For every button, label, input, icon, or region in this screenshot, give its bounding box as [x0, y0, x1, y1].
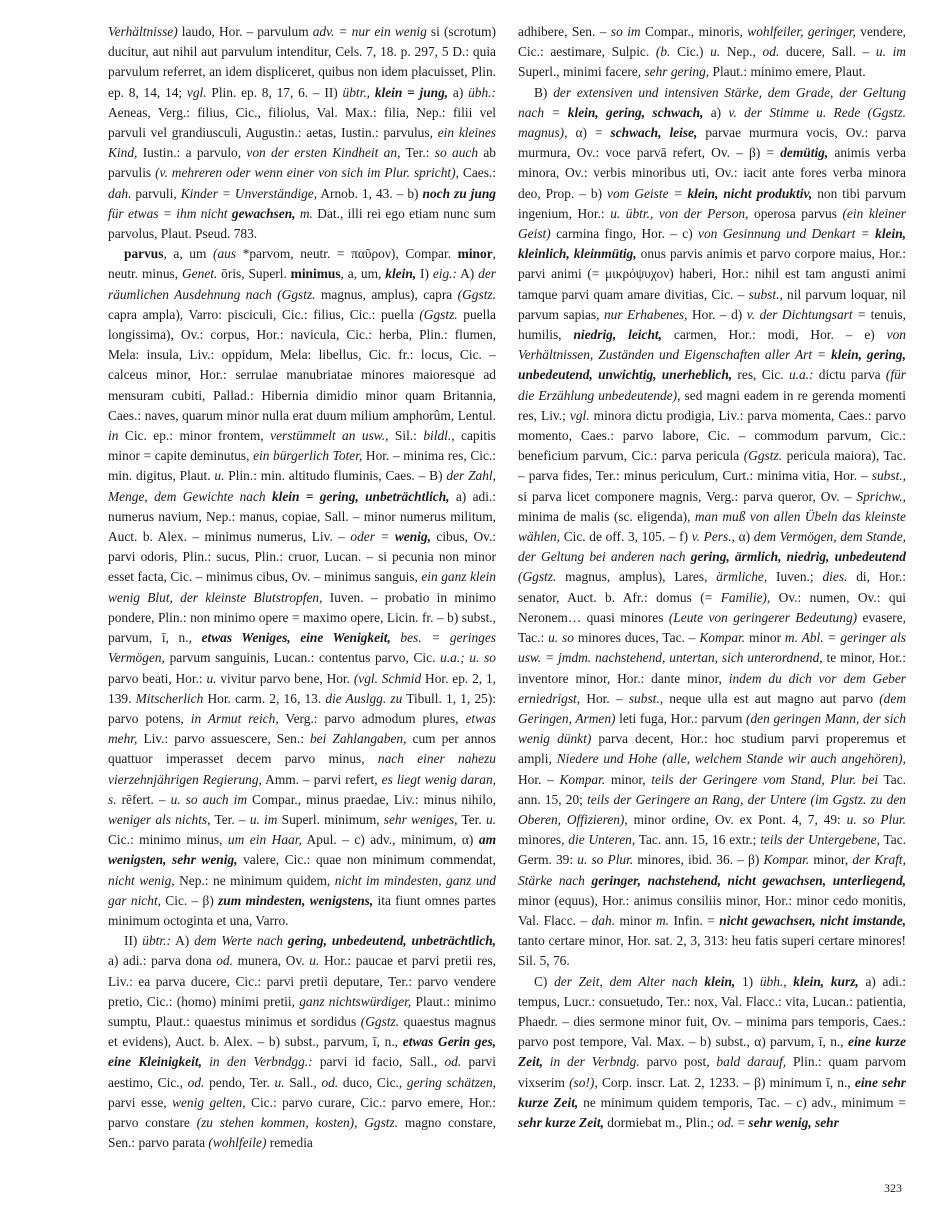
entry-parvus-section-b: B) der extensiven und intensiven Stärke, dem Grade, der Geltung nach = klein, gering, schwach, a) v. der Stimme u. Rede (Ggstz. magnus), α) = schwach, leise, parvae murmura vocis, Ov.: parva murmura, Ov.: voce parvā refert, Ov. – β) = demütig, animis verba minora, Ov.: verbis minoribus uti, Ov.: iacit ante fores verba minora deo, Prop. – b) vom Geiste = klein, nicht produktiv, non tibi parvum ingenium, Hor.: u. übtr., von der Person, operosa parvus (ein kleiner Geist) carmina fingo, Hor. – c) von Gesinnung und Denkart = klein, kleinlich, kleinmütig, onus parvis animis et parvo corpore maius, Hor.: parvi animi (= μικρόψυχον) haberi, Hor.: nihil est tam angusti animi tamque parvi quam amare divitias, Cic. – subst., nil parvum loquar, nil parvum sapias, nur Erhabenes, Hor. – d) v. der Dichtungsart = tenuis, humilis, niedrig, leicht, carmen, Hor.: modi, Hor. – e) von Verhältnissen, Zuständen und Eigenschaften aller Art = klein, gering, unbedeutend, unwichtig, unerheblich, res, Cic. u.a.: dictu parva (für die Erzählung unbedeutende), sed magni eadem in re gerenda momenti res, Liv.; vgl. minora dictu prodigia, Liv.: parva momenta, Caes.: parvo momento, Caes.: parvo labore, Cic. – commodum parvum, Cic.: beneficium parvum, Cic.: parva pericula (Ggstz. pericula maiora), Tac. – parva fides, Ter.: minus periculum, Curt.: minima vitia, Hor. – subst., si parva licet componere magnis, Verg.: parva queror, Ov. – Sprichw., minima de malis (sc. eligenda), man muß von allen Übeln das kleinste wählen, Cic. de off. 3, 105. – f) v. Pers., α) dem Vermögen, dem Stande, der Geltung bei anderen nach gering, ärmlich, niedrig, unbedeutend (Ggstz. magnus, amplus), Lares, ärmliche, Iuven.; dies. di, Hor.: senator, Auct. b. Afr.: domus (= Familie), Ov.: numen, Ov.: qui Neronem… quasi minores (Leute von geringerer Bedeutung) evasere, Tac.: u. so minores duces, Tac. – Kompar. minor m. Abl. = geringer als usw. = jmdm. nachstehend, untertan, sich unterordnend, te minor, Hor.: inventore minor, Hor.: dante minor, indem du dich vor dem Geber erniedrigst, Hor. – subst., neque ulla est aut magno aut parvo (dem Geringen, Armen) leti fuga, Hor.: parvum (den geringen Mann, der sich wenig dünkt) parva decent, Hor.: hoc studium parvi properemus et ampli, Niedere und Hohe (alle, welchem Stande wir auch angehören), Hor. – Kompar. minor, teils der Geringere vom Stand, Plur. bei Tac. ann. 15, 20; teils der Geringere an Rang, der Untere (im Ggstz. zu den Oberen, Offizieren), minor ordine, Ov. ex Pont. 4, 7, 49: u. so Plur. minores, die Unteren, Tac. ann. 15, 16 extr.; teils der Untergebene, Tac. Germ. 39: u. so Plur. minores, ibid. 36. – β) Kompar. minor, der Kraft, Stärke nach geringer, nachstehend, nicht gewachsen, unterliegend, minor (equus), Hor.: animus consiliis minor, Hor.: minor cedo monitis, Val. Flacc. – dah. minor m. Infin. = nicht gewachsen, nicht imstande, tanto certare minor, Hor. sat. 2, 3, 313: heu fatis superi certare minores! Sil. 5, 76.	[518, 84, 907, 969]
entry-parvus-part-ii: II) übtr.: A) dem Werte nach gering, unbedeutend, unbeträchtlich, a) adi.: parva dona od. munera, Ov. u. Hor.: paucae et parvi pretii res, Liv.: ea parva ducere, Cic.: parvi pretii deputare, Ter.: parvo vendere pretio, Cic.: (homo) minimi pretii, ganz nichtswürdiger, Plaut.: minimo sumptu, Plaut.: quaestus minimus et sordidus (Ggstz. quaestus magnus et evidens), Auct. b. Alex. – b) subst., parvum, ī, n., etwas Gerin ges, eine Kleinigkeit, in den Verbndgg.: parvi id facio, Sall., od. parvi aestimo, Cic., od. pendo, Ter. u. Sall., od. duco, Cic., gering schätzen, parvi esse, wenig gelten, Cic.: parvo curare, Cic.: parvo emere, Hor.: parvo constare (zu stehen kommen, kosten), Ggstz. magno constare, Sen.: parvo parata (wohlfeile) remedia	[108, 933, 497, 1151]
page-number: 323	[884, 1181, 902, 1195]
entry-parvus-continued: adhibere, Sen. – so im Compar., minoris, wohlfeiler, geringer, vendere, Cic.: aestimare, Sulpic. (b. Cic.) u. Nep., od. ducere, Sall. – u. im Superl., minimi facere, sehr gering, Plaut.: minimo emere, Plaut.	[518, 24, 906, 80]
left-column	[108, 22, 496, 1153]
right-column	[518, 22, 906, 1133]
entry-parvulum-continued: Verhältnisse) laudo, Hor. – parvulum adv. = nur ein wenig si (scrotum) ducitur, aut nihil aut parvulum intenditur, Cels. 7, 18. p. 297, 5 D.: quia parvulum referret, an idem displiceret, quibus non idem placuisset, Plin. ep. 8, 14, 14; vgl. Plin. ep. 8, 17, 6. – II) übtr., klein = jung, a) übh.: Aeneas, Verg.: filius, Cic., filiolus, Val. Max.: filia, Nep.: filii vel parvuli vel grandiusculi, Augustin.: aetas, Iustin.: parvulus, ein kleines Kind, Iustin.: a parvulo, von der ersten Kindheit an, Ter.: so auch ab parvulis (v. mehreren oder wenn einer von sich im Plur. spricht), Caes.: dah. parvuli, Kinder = Unverständige, Arnob. 1, 43. – b) noch zu jung für etwas = ihm nicht gewachsen, m. Dat., illi rei ego etiam nunc sum parvolus, Plaut. Pseud. 783.	[108, 24, 497, 242]
entry-parvus-part-i: parvus, a, um (aus *parvom, neutr. = παῦρον), Compar. minor, neutr. minus, Genet. ōris, Superl. minimus, a, um, klein, I) eig.: A) der räumlichen Ausdehnung nach (Ggstz. magnus, amplus), capra (Ggstz. capra ampla), Varro: pisciculi, Cic.: filius, Cic.: puella (Ggstz. puella longissima), Ov.: corpus, Hor.: navicula, Cic.: herba, Plin.: flumen, Mela: insula, Liv.: oppidum, Mela: libellus, Cic. fr.: locus, Cic. – calceus minor, Hor.: serrulae manubriatae minores maioresque ad mensuram cubiti, Pallad.: Hibernia dimidio minor quam Britannia, Caes.: naves, quarum minor nulla erat duum milium amphorûm, Lentul. in Cic. ep.: minor frontem, verstümmelt an usw., Sil.: bildl., capitis minor = capite deminutus, ein bürgerlich Toter, Hor. – minima res, Cic.: min. digitus, Plaut. u. Plin.: min. altitudo fluminis, Caes. – B) der Zahl, Menge, dem Gewichte nach klein = gering, unbeträchtlich, a) adi.: numerus navium, Nep.: manus, copiae, Sall. – minor numerus militum, Auct. b. Alex. – minimus numerus, Liv. – oder = wenig, cibus, Ov.: parvi odoris, Plin.: sucus, Plin.: cruor, Lucan. – si pecunia non minor esset facta, Cic. – minimus cibus, Ov. – minimus sanguis, ein ganz klein wenig Blut, der kleinste Blutstropfen, Iuven. – probatio in minimo pondere, Plin.: non minimo opere = maximo opere, Licin. fr. – b) subst., parvum, ī, n., etwas Weniges, eine Wenigkeit, bes. = geringes Vermögen, parvum sanguinis, Lucan.: contentus parvo, Cic. u.a.; u. so parvo beati, Hor.: u. vivitur parvo bene, Hor. (vgl. Schmid Hor. ep. 2, 1, 139. Mitscherlich Hor. carm. 2, 16, 13. die Auslgg. zu Tibull. 1, 1, 25): parvo potens, in Armut reich, Verg.: parvo admodum plures, etwas mehr, Liv.: parvo assuescere, Sen.: bei Zahlangaben, cum per annos quattuor imperasset decem parvo minus, nach einer nahezu vierzehnjährigen Regierung, Amm. – parvi refert, es liegt wenig daran, s. rēfert. – u. so auch im Compar., minus praedae, Liv.: minus nihilo, weniger als nichts, Ter. – u. im Superl. minimum, sehr weniges, Ter. u. Cic.: minimo minus, um ein Haar, Apul. – c) adv., minimum, α) am wenigsten, sehr wenig, valere, Cic.: quae non minimum commendat, nicht wenig, Nep.: ne minimum quidem, nicht im mindesten, ganz und gar nicht, Cic. – β) zum mindesten, wenigstens, ita fiunt omnes partes minimum octoginta et una, Varro.	[108, 246, 497, 928]
entry-parvus-section-c: C) der Zeit, dem Alter nach klein, 1) übh., klein, kurz, a) adi.: tempus, Lucr.: consuetudo, Ter.: nox, Val. Flacc.: vita, Lucan.: patientia, Phaedr. – dies sermone minor fuit, Ov. – minima pars temporis, Caes.: parvo post tempore, Val. Max. – b) subst., α) parvum, ī, n., eine kurze Zeit, in der Verbndg. parvo post, bald darauf, Plin.: quam parvom vixserim (so!), Corp. inscr. Lat. 2, 1233. – β) minimum ī, n., eine sehr kurze Zeit, ne minimum quidem temporis, Tac. – c) adv., minimum = sehr kurze Zeit, dormiebat m., Plin.; od. = sehr wenig, sehr	[518, 973, 906, 1130]
